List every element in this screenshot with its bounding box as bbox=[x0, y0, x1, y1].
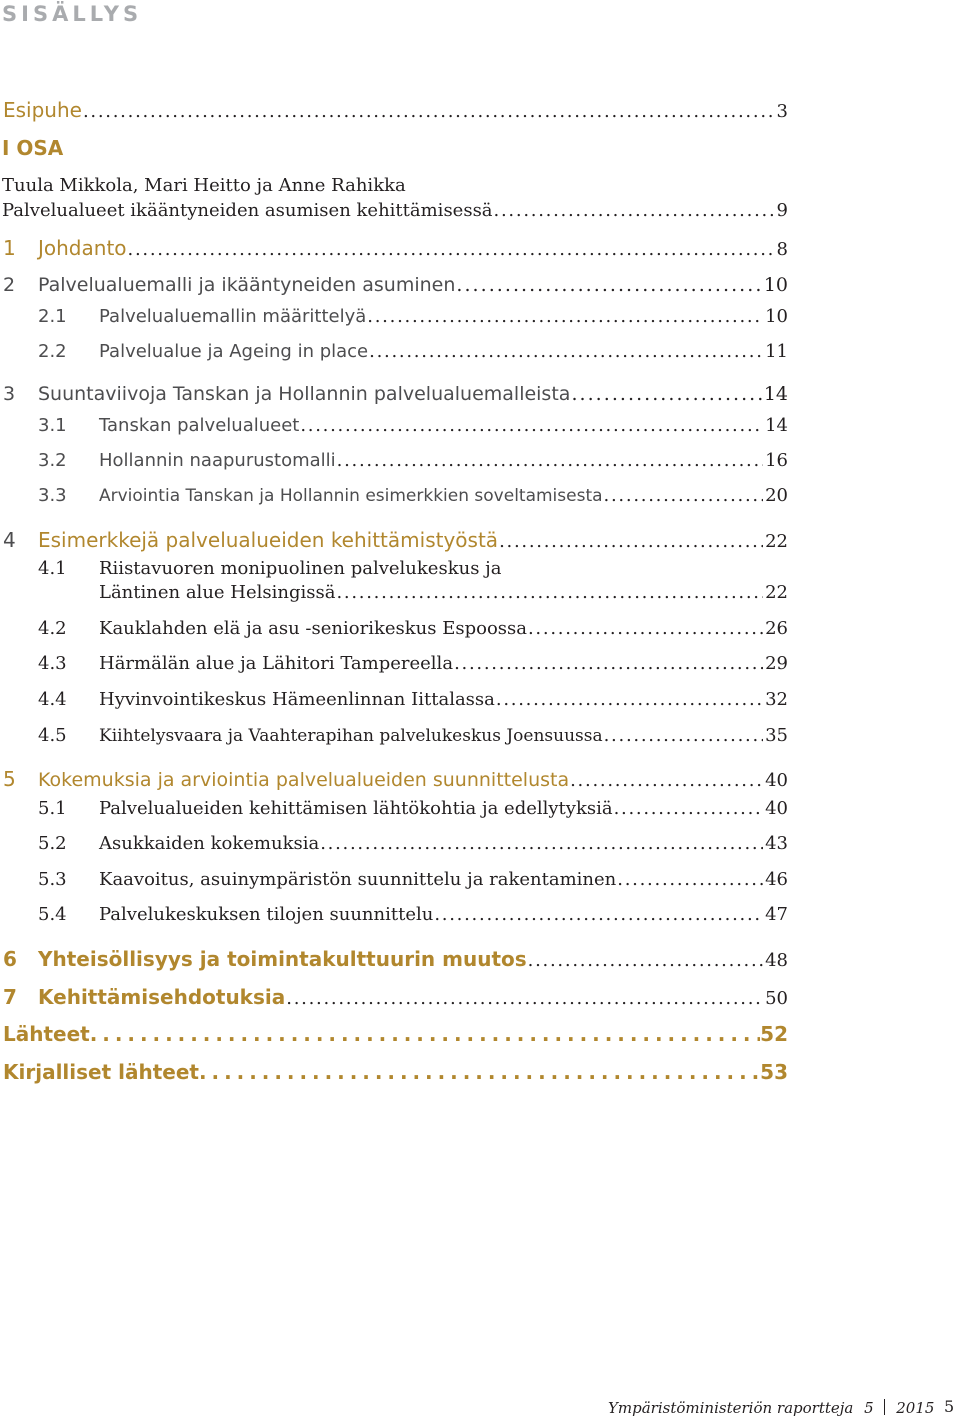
toc-entry-title: Palvelukeskuksen tilojen suunnittelu bbox=[99, 904, 434, 925]
toc-entry-title: Kokemuksia ja arviointia palvelualueiden suunnittelusta bbox=[38, 769, 570, 791]
toc-entry-page: 22 bbox=[765, 531, 788, 552]
toc-entry-page: 35 bbox=[765, 725, 788, 746]
toc-entry-page: 10 bbox=[763, 274, 788, 296]
dot-leader bbox=[83, 101, 775, 122]
toc-entry-title: Hyvinvointikeskus Hämeenlinnan Iittalassa bbox=[99, 689, 495, 710]
toc-entry-section-2-1[interactable] bbox=[0, 306, 788, 327]
toc-entry-chapter-2[interactable] bbox=[0, 274, 788, 296]
dot-leader bbox=[454, 653, 763, 674]
toc-entry-title: Palvelualuemalli ja ikääntyneiden asuminen bbox=[38, 274, 456, 296]
toc-entry-section-4-4[interactable] bbox=[0, 689, 788, 710]
toc-entry-section-4-2[interactable] bbox=[0, 618, 788, 639]
footer-series: Ympäristöministeriön raportteja bbox=[608, 1399, 854, 1417]
toc-entry-chapter-6[interactable] bbox=[0, 947, 788, 971]
toc-entry-number: 7 bbox=[3, 985, 17, 1009]
toc-entry-page: 20 bbox=[765, 485, 788, 506]
toc-entry-number: 5.2 bbox=[38, 833, 67, 854]
toc-entry-number: 6 bbox=[3, 947, 17, 971]
toc-entry-title: Tanskan palvelualueet bbox=[99, 415, 300, 436]
toc-entry-number: 4 bbox=[3, 528, 16, 552]
toc-entry-page: 48 bbox=[765, 950, 788, 971]
toc-entry-page: 16 bbox=[765, 450, 788, 471]
toc-entry-title: Kauklahden elä ja asu -seniorikeskus Espoossa bbox=[99, 618, 527, 639]
toc-entry-title: Asukkaiden kokemuksia bbox=[99, 833, 320, 854]
toc-entry-chapter-1[interactable] bbox=[0, 236, 788, 260]
toc-entry-chapter-4[interactable] bbox=[0, 528, 788, 552]
toc-entry-page: 29 bbox=[765, 653, 788, 674]
dot-leader bbox=[604, 725, 763, 746]
toc-entry-section-4-1[interactable] bbox=[0, 582, 788, 603]
toc-entry-number: 4.5 bbox=[38, 725, 67, 746]
toc-entry-page: 10 bbox=[765, 306, 788, 327]
dot-leader bbox=[320, 833, 763, 854]
page-number: 5 bbox=[944, 1397, 955, 1416]
dot-leader bbox=[337, 450, 763, 471]
toc-entry-part-title[interactable] bbox=[0, 200, 788, 221]
dot-leader bbox=[286, 988, 763, 1009]
dot-leader bbox=[369, 341, 763, 362]
toc-entry-number: 3.2 bbox=[38, 450, 67, 471]
toc-entry-number: 3 bbox=[3, 383, 16, 405]
toc-entry-number: 5.3 bbox=[38, 869, 67, 890]
toc-entry-page: 11 bbox=[765, 341, 788, 362]
toc-entry-page: 52 bbox=[760, 1022, 788, 1046]
footer-issue: 5 bbox=[864, 1399, 874, 1417]
toc-entry-number: 3.3 bbox=[38, 485, 67, 506]
toc-entry-section-5-2[interactable] bbox=[0, 833, 788, 854]
toc-entry-title-line1: Riistavuoren monipuolinen palvelukeskus ja bbox=[99, 558, 502, 579]
toc-entry-title: Arviointia Tanskan ja Hollannin esimerkkien soveltamisesta bbox=[99, 486, 603, 506]
toc-entry-number: 5.1 bbox=[38, 798, 67, 819]
toc-entry-page: 50 bbox=[765, 988, 788, 1009]
toc-entry-title: Suuntaviivoja Tanskan ja Hollannin palvelualuemalleista bbox=[38, 383, 571, 405]
toc-entry-page: 14 bbox=[765, 415, 788, 436]
toc-entry-page: 9 bbox=[776, 200, 788, 221]
dot-leader bbox=[199, 1060, 760, 1084]
toc-entry-page: 8 bbox=[776, 239, 788, 260]
dot-leader bbox=[528, 950, 763, 971]
toc-entry-number: 4.2 bbox=[38, 618, 67, 639]
toc-entry-page: 43 bbox=[765, 833, 788, 854]
toc-entry-title: Esipuhe bbox=[3, 98, 82, 122]
dot-leader bbox=[617, 869, 763, 890]
toc-entry-title: Esimerkkejä palvelualueiden kehittämistyöstä bbox=[38, 528, 499, 552]
toc-entry-number: 2 bbox=[3, 274, 16, 296]
toc-entry-page: 3 bbox=[776, 101, 788, 122]
dot-leader bbox=[300, 415, 763, 436]
toc-entry-title: Kirjalliset lähteet bbox=[3, 1060, 199, 1084]
toc-entry-page: 53 bbox=[760, 1060, 788, 1084]
dot-leader bbox=[367, 306, 763, 327]
toc-entry-title: Lähteet bbox=[3, 1022, 90, 1046]
dot-leader bbox=[336, 582, 763, 603]
toc-entry-title: Johdanto bbox=[38, 236, 127, 260]
toc-entry-page: 46 bbox=[765, 869, 788, 890]
toc-entry-section-5-1[interactable] bbox=[0, 798, 788, 819]
toc-entry-number: 4.1 bbox=[38, 558, 67, 579]
toc-entry-section-2-2[interactable] bbox=[0, 341, 788, 362]
footer-divider bbox=[884, 1399, 885, 1415]
toc-entry-number: 4.3 bbox=[38, 653, 67, 674]
toc-entry-title: Kehittämisehdotuksia bbox=[38, 985, 286, 1009]
toc-entry-number: 3.1 bbox=[38, 415, 67, 436]
toc-entry-section-4-3[interactable] bbox=[0, 653, 788, 674]
toc-entry-page: 26 bbox=[765, 618, 788, 639]
toc-entry-page: 32 bbox=[765, 689, 788, 710]
toc-entry-number: 5.4 bbox=[38, 904, 67, 925]
part-heading: I OSA bbox=[2, 136, 64, 160]
toc-entry-number: 2.2 bbox=[38, 341, 67, 362]
toc-entry-number: 2.1 bbox=[38, 306, 67, 327]
toc-entry-preface[interactable] bbox=[0, 98, 788, 122]
toc-entry-sources[interactable] bbox=[0, 1022, 788, 1046]
toc-entry-number: 5 bbox=[3, 767, 16, 791]
toc-entry-section-3-3[interactable] bbox=[0, 485, 788, 506]
toc-entry-number: 4.4 bbox=[38, 689, 67, 710]
toc-entry-chapter-5[interactable] bbox=[0, 767, 788, 791]
toc-entry-section-3-1[interactable] bbox=[0, 415, 788, 436]
dot-leader bbox=[128, 239, 775, 260]
toc-entry-chapter-3[interactable] bbox=[0, 383, 788, 405]
dot-leader bbox=[494, 200, 775, 221]
toc-entry-title: Palvelualueet ikääntyneiden asumisen kehittämisessä bbox=[2, 200, 493, 221]
toc-entry-section-3-2[interactable] bbox=[0, 450, 788, 471]
toc-entry-number: 1 bbox=[3, 236, 16, 260]
part-authors: Tuula Mikkola, Mari Heitto ja Anne Rahikka bbox=[2, 175, 406, 196]
dot-leader bbox=[614, 798, 764, 819]
toc-entry-title: Kaavoitus, asuinympäristön suunnittelu ja rakentaminen bbox=[99, 869, 617, 890]
toc-entry-section-5-4[interactable] bbox=[0, 904, 788, 925]
toc-entry-page: 47 bbox=[765, 904, 788, 925]
dot-leader bbox=[90, 1022, 760, 1046]
toc-entry-section-5-3[interactable] bbox=[0, 869, 788, 890]
toc-entry-title: Kiihtelysvaara ja Vaahterapihan palvelukeskus Joensuussa bbox=[99, 726, 603, 746]
toc-entry-section-4-1-line1[interactable] bbox=[0, 558, 501, 579]
toc-entry-chapter-7[interactable] bbox=[0, 985, 788, 1009]
toc-entry-title: Yhteisöllisyys ja toimintakulttuurin muutos bbox=[38, 947, 527, 971]
toc-entry-literature[interactable] bbox=[0, 1060, 788, 1084]
toc-entry-page: 40 bbox=[765, 798, 788, 819]
toc-entry-title: Härmälän alue ja Lähitori Tampereella bbox=[99, 653, 454, 674]
toc-entry-section-4-5[interactable] bbox=[0, 725, 788, 746]
dot-leader bbox=[571, 383, 761, 405]
toc-entry-page: 40 bbox=[765, 770, 788, 791]
dot-leader bbox=[434, 904, 763, 925]
dot-leader bbox=[570, 770, 763, 791]
dot-leader bbox=[496, 689, 763, 710]
toc-entry-title: Palvelualuemallin määrittelyä bbox=[99, 306, 367, 327]
toc-entry-title: Läntinen alue Helsingissä bbox=[99, 582, 336, 603]
toc-entry-page: 14 bbox=[763, 383, 788, 405]
footer-year: 2015 bbox=[896, 1399, 935, 1417]
dot-leader bbox=[499, 531, 763, 552]
dot-leader bbox=[456, 274, 761, 296]
toc-entry-page: 22 bbox=[765, 582, 788, 603]
dot-leader bbox=[604, 485, 764, 506]
toc-heading: SISÄLLYS bbox=[2, 2, 143, 26]
toc-entry-title: Hollannin naapurustomalli bbox=[99, 450, 336, 471]
toc-entry-title: Palvelualueiden kehittämisen lähtökohtia ja edellytyksiä bbox=[99, 798, 613, 819]
toc-entry-title: Palvelualue ja Ageing in place bbox=[99, 341, 369, 362]
dot-leader bbox=[528, 618, 763, 639]
page-footer bbox=[608, 1399, 934, 1417]
